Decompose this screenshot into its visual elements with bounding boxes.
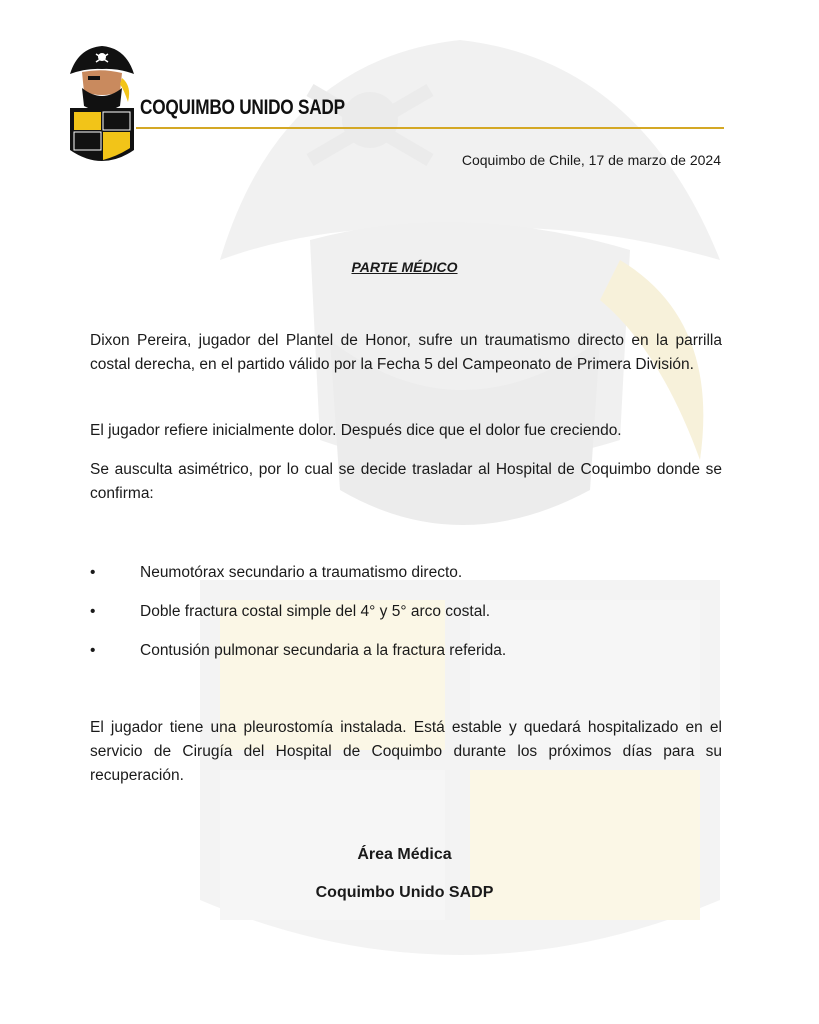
list-item [90, 561, 722, 600]
header-divider [136, 127, 724, 129]
finding-text: Contusión pulmonar secundaria a la fractura referida. [140, 642, 507, 659]
club-name-heading: COQUIMBO UNIDO SADP [140, 96, 345, 119]
bullet: • [90, 603, 96, 620]
paragraph-status: El jugador tiene una pleurostomía instalada. Está estable y quedará hospitalizado en el servicio de Cirugía del Hospital de Coquimbo durante los próximos días para su recuperación. [90, 719, 722, 784]
document-title: PARTE MÉDICO [351, 259, 458, 275]
bullet: • [90, 642, 96, 659]
list-item [90, 600, 722, 639]
date-line: Coquimbo de Chile, 17 de marzo de 2024 [461, 152, 721, 168]
paragraph-incident: Dixon Pereira, jugador del Plantel de Honor, sufre un traumatismo directo en la parrilla costal derecha, en el partido válido por la Fecha 5 del Campeonato de Primera División. [90, 332, 722, 373]
finding-text: Doble fractura costal simple del 4° y 5° arco costal. [140, 603, 491, 620]
paragraph-symptoms: El jugador refiere inicialmente dolor. Después dice que el dolor fue creciendo. [90, 422, 622, 439]
paragraph-transfer: Se ausculta asimétrico, por lo cual se decide trasladar al Hospital de Coquimbo donde se confirma: [90, 461, 722, 502]
club-crest-logo [68, 44, 136, 170]
signature-organization: Coquimbo Unido SADP [315, 884, 494, 901]
signature-department: Área Médica [357, 846, 452, 863]
finding-text: Neumotórax secundario a traumatismo directo. [140, 564, 463, 581]
bullet: • [90, 564, 96, 581]
findings-list [90, 561, 722, 678]
list-item [90, 639, 722, 678]
